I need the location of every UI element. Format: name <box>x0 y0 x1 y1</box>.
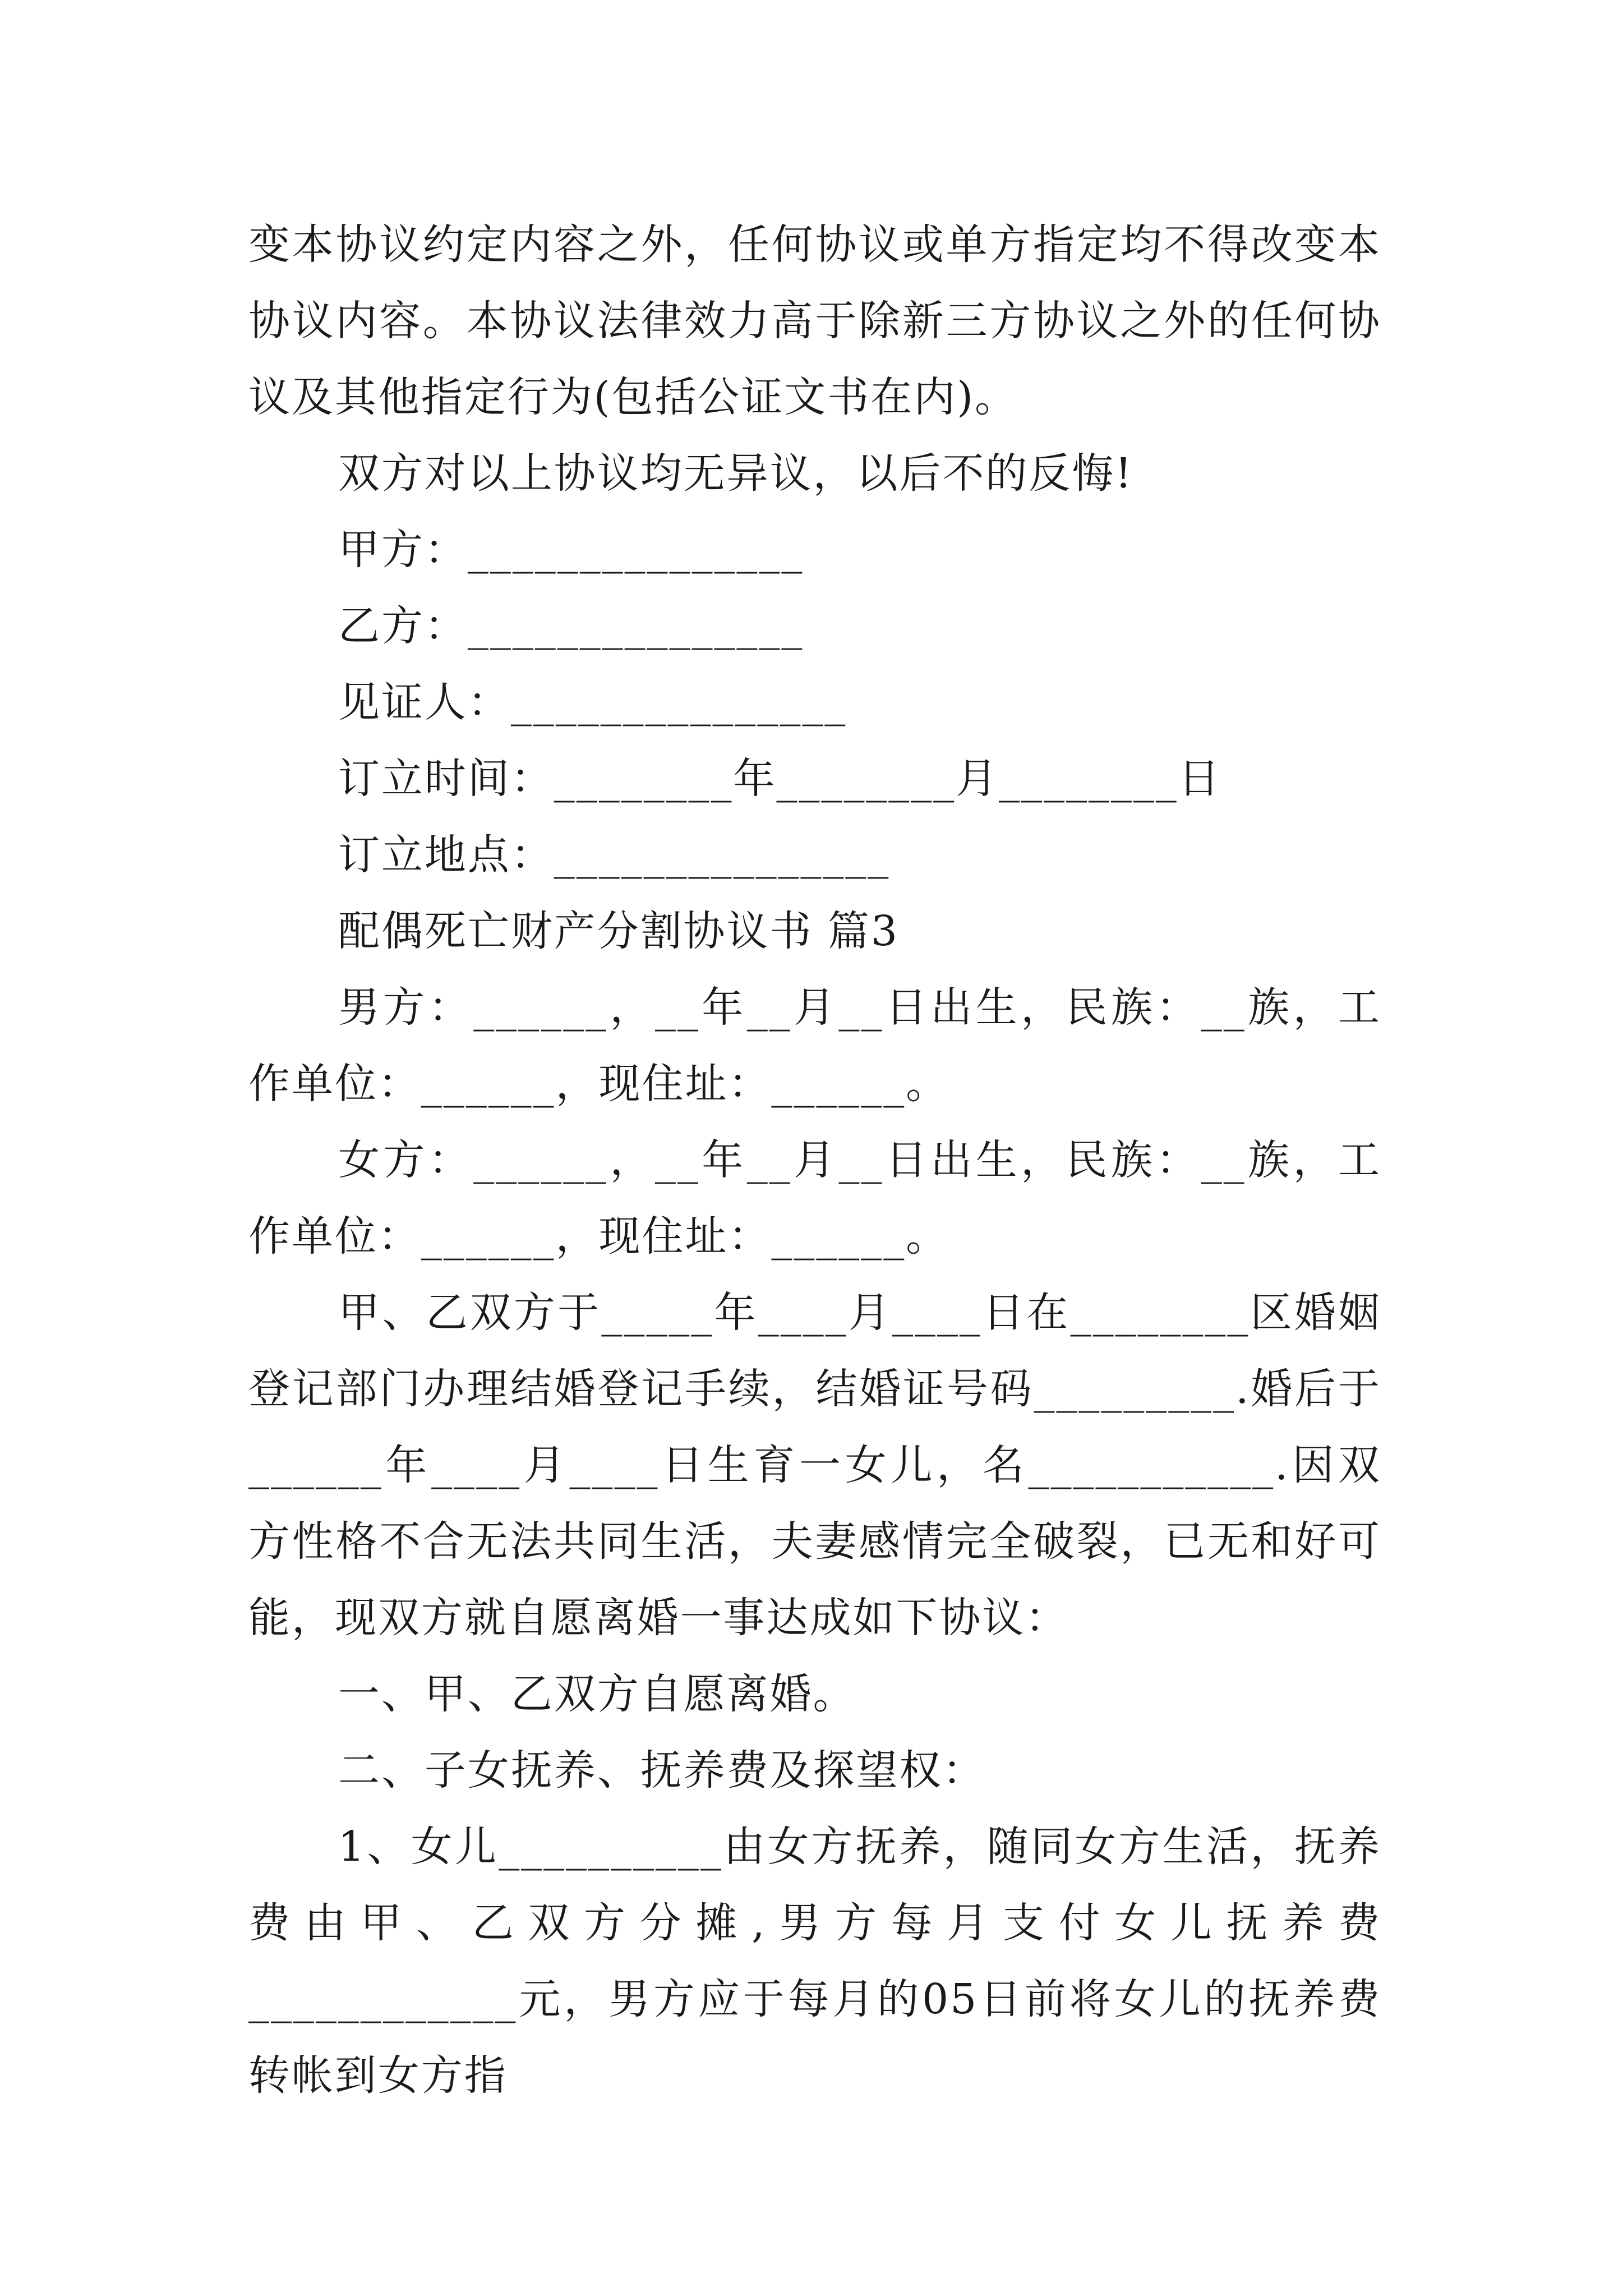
paragraph-male-party: 男方：______，__年__月__日出生，民族：__族，工作单位：______，现住址：______。 <box>248 983 1381 1108</box>
document-body <box>248 206 1381 2114</box>
section-title: 配偶死亡财产分割协议书 篇3 <box>338 907 900 955</box>
signature-witness: 见证人：_______________ <box>338 678 847 726</box>
signature-party-b: 乙方：_______________ <box>338 602 804 650</box>
paragraph-continuation: 变本协议约定内容之外，任何协议或单方指定均不得改变本协议内容。本协议法律效力高于除新三方协议之外的任何协议及其他指定行为(包括公证文书在内)。 <box>248 220 1381 421</box>
signing-date: 订立时间：________年________月________日 <box>338 754 1221 803</box>
paragraph-female-party: 女方：______，__年__月__日出生，民族：__族，工作单位：______，现住址：______。 <box>248 1136 1381 1260</box>
clause-two-item-one: 1、女儿__________由女方抚养，随同女方生活，抚养费由甲、乙双方分摊,男方每月支付女儿抚养费____________元，男方应于每月的05日前将女儿的抚养费转帐到女方指 <box>248 1823 1381 2100</box>
signature-party-a: 甲方：_______________ <box>338 526 804 574</box>
paragraph-no-objection: 双方对以上协议均无异议，以后不的反悔! <box>338 449 1133 498</box>
signing-place: 订立地点：_______________ <box>338 831 891 879</box>
clause-two: 二、子女抚养、抚养费及探望权： <box>338 1746 986 1795</box>
clause-one: 一、甲、乙双方自愿离婚。 <box>338 1670 856 1718</box>
paragraph-marriage-details: 甲、乙双方于_____年____月____日在________区婚姻登记部门办理结婚登记手续，结婚证号码_________.婚后于______年____月____日生育一女儿，名___________.因双方性格不合无法共同生活，夫妻感情完全破裂，已无和好可能，现双方就自愿离婚一事达成如下协议： <box>248 1289 1381 1642</box>
